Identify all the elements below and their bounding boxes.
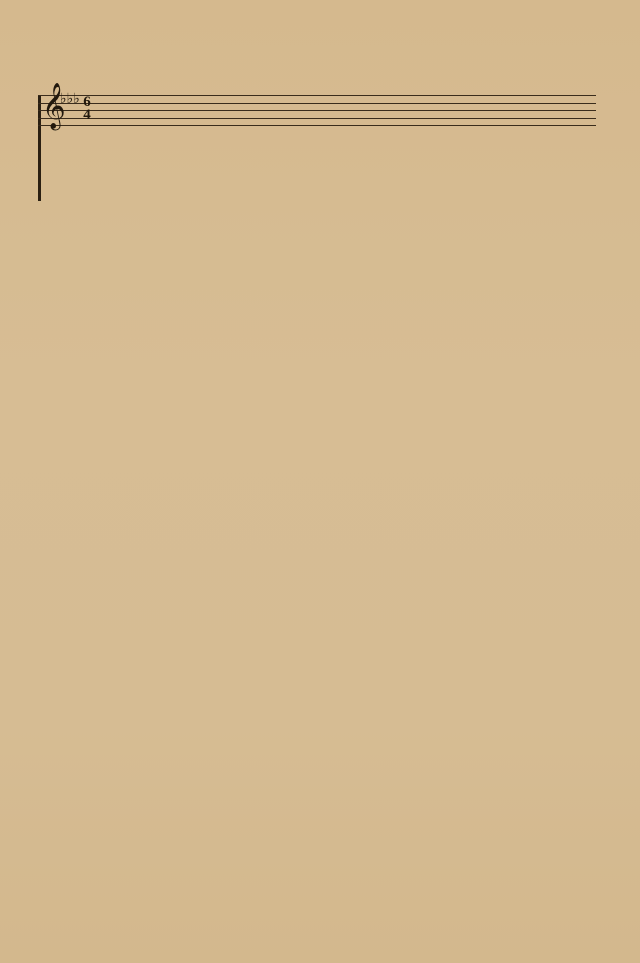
key-signature-flats-icon: ♭♭♭ (60, 91, 80, 107)
treble-staff (38, 83, 596, 129)
music-system-1 (38, 83, 596, 205)
hymn-header (36, 62, 596, 82)
time-signature: 6 4 (83, 94, 91, 123)
treble-clef-icon: 𝄞 (42, 83, 66, 129)
